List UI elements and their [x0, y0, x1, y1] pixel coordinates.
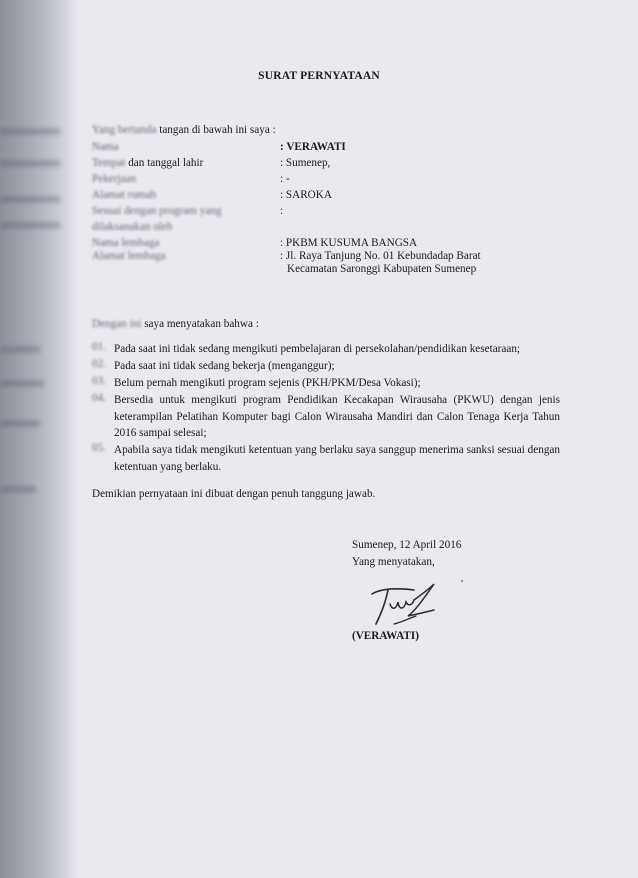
item-text: Belum pernah mengikuti program sejenis (PKH/PKM/Desa Vokasi); [114, 377, 421, 389]
field-label-ttl-blurred: Tempat [92, 157, 126, 169]
field-value-alamat-lembaga: : Jl. Raya Tanjung No. 01 Kebundadap Barat [280, 250, 481, 262]
field-value-pekerjaan: : - [280, 173, 290, 185]
intro-blurred-part: Yang bertanda [92, 124, 157, 136]
item-text: Bersedia untuk mengikuti program Pendidikan Kecakapan Wirausaha (PKWU) dengan jenis keterampilan Pelatihan Komputer bagi Calon Wirausaha Mandiri dan Calon Tenaga Kerja Tahun 2016 sampai selesai; [114, 394, 560, 439]
address-line-2: Kecamatan Saronggi Kabupaten Sumenep [287, 263, 477, 275]
field-label-program: Sesuai dengan program yang [92, 205, 222, 217]
field-label-alamat-rumah: Alamat rumah [92, 189, 157, 201]
item-number: 03. [92, 375, 106, 387]
intro-visible-part: tangan di bawah ini saya : [159, 124, 276, 136]
place-date: Sumenep, 12 April 2016 [352, 539, 462, 551]
field-value-ttl: : Sumenep, [280, 157, 331, 169]
declaration-intro-blurred: Dengan ini [92, 318, 142, 330]
field-value-program: : [280, 205, 284, 217]
closing-text: Demikian pernyataan ini dibuat dengan penuh tanggung jawab. [92, 488, 376, 500]
field-value-nama-lembaga: : PKBM KUSUMA BANGSA [280, 237, 418, 249]
item-number: 04. [92, 392, 106, 404]
item-text: Apabila saya tidak mengikuti ketentuan yang berlaku saya sanggup menerima sanksi sesuai dengan ketentuan yang berlaku. [114, 444, 560, 473]
signer-name: (VERAWATI) [352, 630, 419, 642]
declaration-intro [92, 318, 259, 330]
field-value-nama: : VERAWATI [280, 141, 346, 153]
item-number: 02. [92, 358, 106, 370]
signatory-caption: Yang menyatakan, [352, 556, 435, 568]
field-label-alamat-lembaga: Alamat lembaga [92, 250, 166, 262]
handwritten-signature [368, 580, 438, 628]
field-label-ttl: Tempat dan tanggal lahir [92, 157, 204, 169]
item-number: 01. [92, 341, 106, 353]
intro-text [92, 124, 276, 136]
field-label-nama: Nama [92, 141, 119, 153]
field-label-pekerjaan: Pekerjaan [92, 173, 137, 185]
declaration-intro-visible: saya menyatakan bahwa : [144, 318, 259, 330]
field-value-alamat-rumah: : SAROKA [280, 189, 332, 201]
field-label-dilaksanakan: dilaksanakan oleh [92, 221, 173, 233]
item-number: 05. [92, 442, 106, 454]
item-text: Pada saat ini tidak sedang mengikuti pembelajaran di persekolahan/pendidikan kesetaraan; [114, 343, 521, 355]
field-label-nama-lembaga: Nama lembaga [92, 237, 160, 249]
item-text: Pada saat ini tidak sedang bekerja (menganggur); [114, 360, 335, 372]
speck [461, 580, 463, 582]
letter-title: SURAT PERNYATAAN [258, 70, 380, 82]
